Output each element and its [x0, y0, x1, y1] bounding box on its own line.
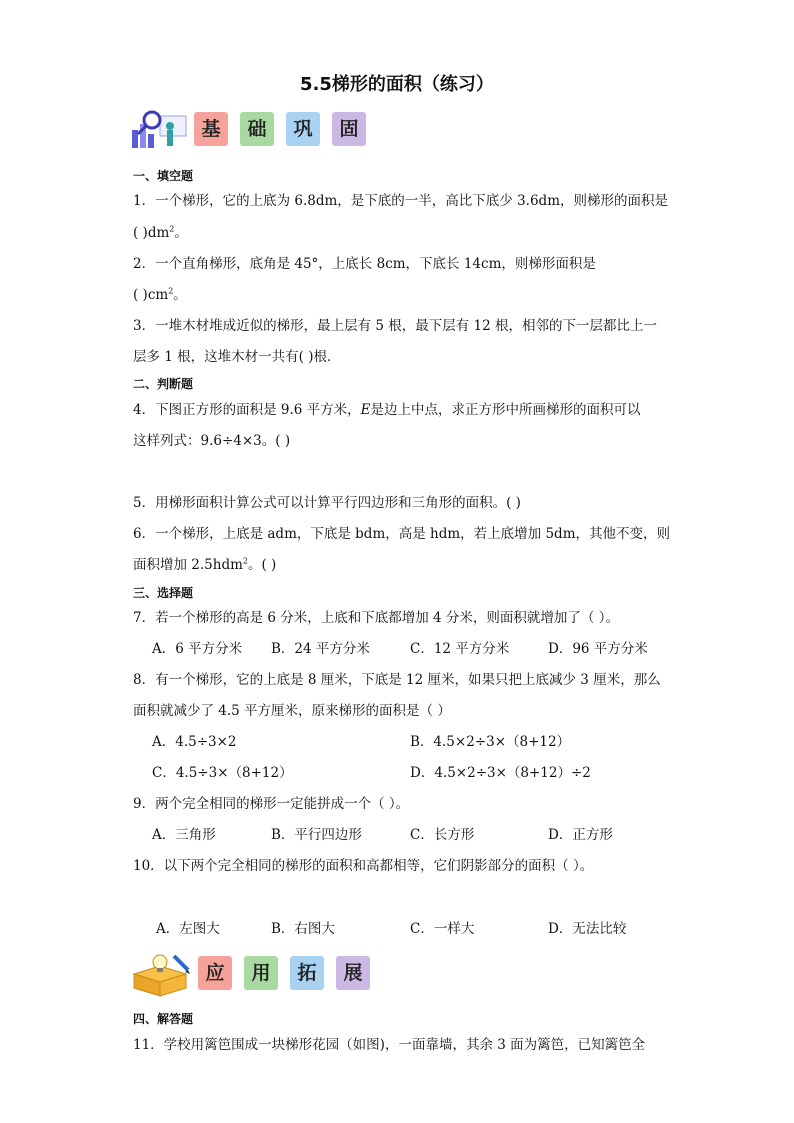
question-3-cont: 层多 1 根，这堆木材一共有( )根． — [133, 349, 341, 365]
question-1: 1．一个梯形，它的上底为 6.8dm，是下底的一半，高比下底少 3.6dm，则梯形的面积是 — [133, 193, 668, 209]
option-d[interactable]: D．96 平方分米 — [548, 641, 648, 657]
option-d[interactable]: D．4.5×2÷3×（8+12）÷2 — [410, 765, 591, 781]
question-8-cont: 面积就减少了 4.5 平方厘米，原来梯形的面积是（ ） — [133, 703, 451, 719]
answer-blank[interactable]: ( )$dm^2$。 — [133, 224, 188, 241]
box-pencil-icon — [130, 952, 192, 998]
banner-tile: 础 — [240, 112, 274, 146]
question-6-cont: 面积增加 2.5hdm$^2$。( ) — [133, 556, 277, 573]
option-a[interactable]: A．4.5÷3×2 — [152, 734, 237, 750]
option-b[interactable]: B．4.5×2÷3×（8+12） — [410, 734, 571, 750]
question-4: 4．下图正方形的面积是 9.6 平方米，E是边上中点，求正方形中所画梯形的面积可以 — [133, 402, 641, 418]
question-7: 7．若一个梯形的高是 6 分米，上底和下底都增加 4 分米，则面积就增加了（ ）。 — [133, 610, 619, 626]
banner-tile: 应 — [198, 956, 232, 990]
banner-tile: 用 — [244, 956, 278, 990]
question-10: 10．以下两个完全相同的梯形的面积和高都相等，它们阴影部分的面积（ ）。 — [133, 858, 594, 874]
option-a[interactable]: A．左图大 — [156, 921, 220, 937]
option-b[interactable]: B．24 平方分米 — [271, 641, 370, 657]
option-a[interactable]: A．6 平方分米 — [152, 641, 243, 657]
banner-tile: 巩 — [286, 112, 320, 146]
question-9: 9．两个完全相同的梯形一定能拼成一个（ ）。 — [133, 796, 410, 812]
question-4-cont: 这样列式：9.6÷4×3。( ) — [133, 433, 291, 449]
banner-tile: 拓 — [290, 956, 324, 990]
section-heading: 一、填空题 — [133, 169, 194, 183]
question-3: 3．一堆木材堆成近似的梯形，最上层有 5 根，最下层有 12 根，相邻的下一层都比上一 — [133, 318, 658, 334]
option-c[interactable]: C．长方形 — [410, 827, 475, 843]
option-c[interactable]: C．一样大 — [410, 921, 475, 937]
option-c[interactable]: C．12 平方分米 — [410, 641, 510, 657]
option-d[interactable]: D．无法比较 — [548, 921, 627, 937]
answer-blank[interactable]: ( )$cm^2$。 — [133, 286, 187, 303]
question-11: 11．学校用篱笆围成一块梯形花园（如图)，一面靠墙，其余 3 面为篱笆，已知篱笆全 — [133, 1037, 646, 1053]
banner-tile: 展 — [336, 956, 370, 990]
page-title: 5.5梯形的面积（练习） — [300, 74, 494, 95]
section-banner-application — [130, 952, 390, 996]
question-2: 2．一个直角梯形，底角是 45°，上底长 8cm，下底长 14cm，则梯形面积是 — [133, 256, 596, 272]
banner-tile: 基 — [194, 112, 228, 146]
chart-magnifier-icon — [130, 108, 190, 154]
banner-tile: 固 — [332, 112, 366, 146]
option-d[interactable]: D．正方形 — [548, 827, 613, 843]
section-banner-basic — [130, 108, 390, 152]
option-b[interactable]: B．平行四边形 — [271, 827, 362, 843]
option-b[interactable]: B．右图大 — [271, 921, 335, 937]
section-heading: 三、选择题 — [133, 586, 194, 600]
question-5: 5．用梯形面积计算公式可以计算平行四边形和三角形的面积。( ) — [133, 495, 521, 511]
option-a[interactable]: A．三角形 — [152, 827, 216, 843]
option-c[interactable]: C．4.5÷3×（8+12） — [152, 765, 293, 781]
question-8: 8．有一个梯形，它的上底是 8 厘米，下底是 12 厘米，如果只把上底减少 3 厘米，那么 — [133, 672, 661, 688]
question-6: 6．一个梯形，上底是 adm，下底是 bdm，高是 hdm，若上底增加 5dm，其他不变，则 — [133, 526, 670, 542]
section-heading: 四、解答题 — [133, 1012, 194, 1026]
section-heading: 二、判断题 — [133, 377, 194, 391]
